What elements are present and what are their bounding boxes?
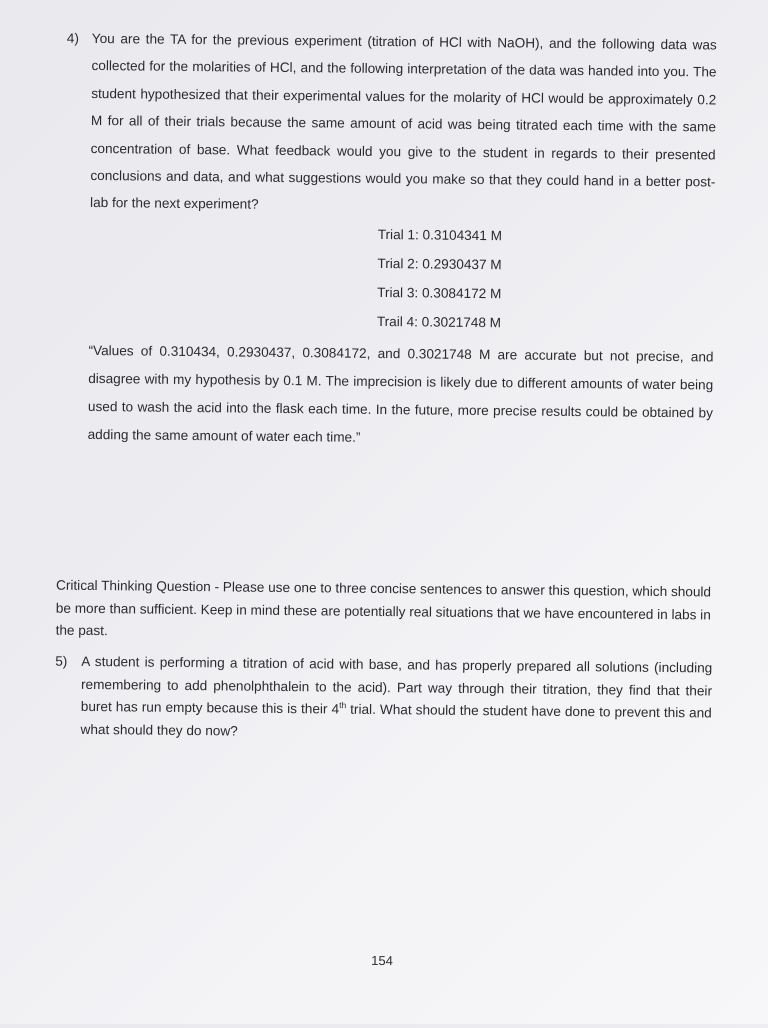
question-4-text: You are the TA for the previous experiment (titration of HCl with NaOH), and the following data was collected for the molarities of HCl, and the following interpretation of the data was handed into you. The student hypothesized that their experimental values for the molarity of HCl would be approximately 0.2 M for all of their trials because the same amount of acid was being titrated each time with the same concentration of base. What feedback would you give to the student in regards to their presented conclusions and data, and what suggestions would you make so that they could hand in a better post-lab for the next experiment? <box>90 30 717 213</box>
question-5-text <box>80 651 712 748</box>
question-4-number: 4) <box>66 30 79 46</box>
page-number: 154 <box>371 952 393 969</box>
question-4 <box>63 25 717 456</box>
question-5-number: 5) <box>55 653 68 669</box>
question-5-text-part-2: trial. What should the student have done to prevent this and what should they do now? <box>80 701 712 739</box>
trial-3: Trial 3: 0.3084172 M <box>377 284 502 302</box>
student-quote: “Values of 0.310434, 0.2930437, 0.3084172, and 0.3021748 M are accurate but not precise, and disagree with my hypothesis by 0.1 M. The imprecision is likely due to different amounts of water being used to wash the acid into the flask each time. In the future, more precise results could be obtained by adding the same amount of water each time.” <box>87 342 714 445</box>
trial-4: Trail 4: 0.3021748 M <box>376 313 502 331</box>
critical-thinking-instructions: Critical Thinking Question - Please use one to three concise sentences to answer this question, which should be more than sufficient. Keep in mind these are potentially real situations that we have encountered in labs in the past. <box>55 577 712 639</box>
trial-1: Trial 1: 0.3104341 M <box>377 226 503 244</box>
trial-list <box>377 220 715 340</box>
question-5-text-part-1: A student is performing a titration of acid with base, and has properly prepared all solutions (including remembering to add phenolphthalein to the acid). Part way through their titration, they find that their buret has run empty because this is their 4 <box>80 653 713 717</box>
question-5 <box>54 651 712 748</box>
superscript-th: th <box>339 700 347 711</box>
trial-2: Trial 2: 0.2930437 M <box>377 255 502 273</box>
